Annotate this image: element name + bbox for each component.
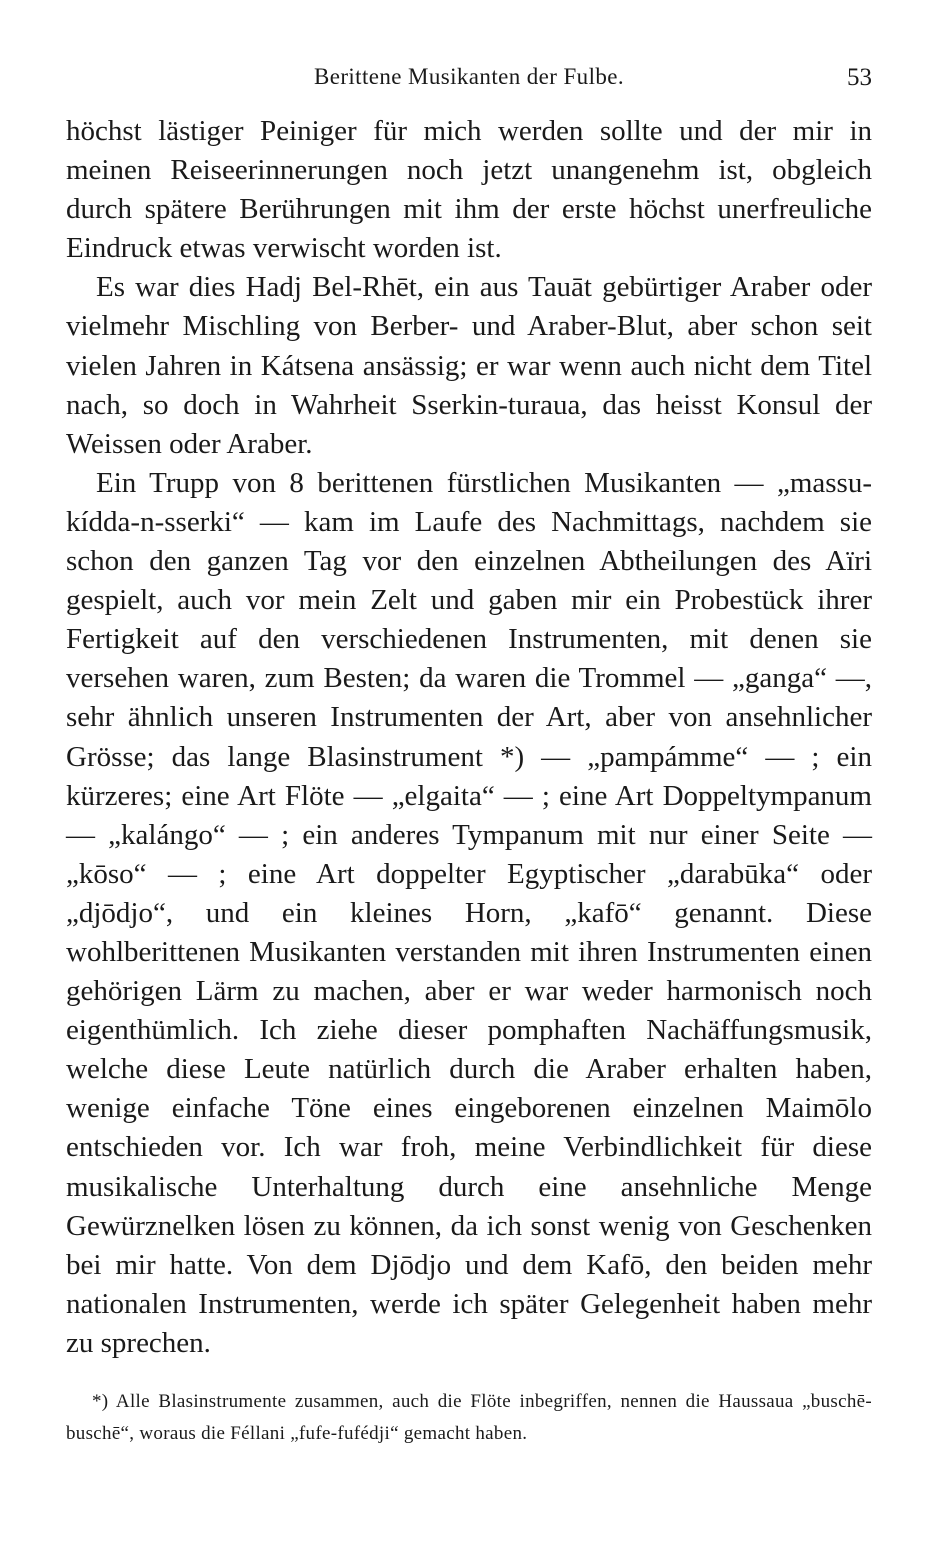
footnote: *) Alle Blasinstrumente zusammen, auch die Flöte inbegriffen, nennen die Haussaua „buschē-buschē“, woraus die Féllani „fufe-fufédji“ gemacht haben. (66, 1391, 872, 1444)
paragraph: Ein Trupp von 8 berittenen fürstlichen Musikanten — „massu-kídda-n-sserki“ — kam im Laufe des Nachmittags, nachdem sie schon den ganzen Tag vor den einzelnen Abtheilungen des Aïri gespielt, auch vor mein Zelt und gaben mir ein Probestück ihrer Fertigkeit auf den verschiedenen Instrumenten, mit denen sie versehen waren, zum Besten; da waren die Trommel — „ganga“ —, sehr ähnlich unseren Instrumenten der Art, aber von ansehnlicher Grösse; das lange Blasinstrument *) — „pampámme“ — ; ein kürzeres; eine Art Flöte — „elgaita“ — ; eine Art Doppeltympanum — „kalángo“ — ; ein anderes Tympanum mit nur einer Seite — „kōso“ — ; eine Art doppelter Egyptischer „darabūka“ oder „djōdjo“, und ein kleines Horn, „kafō“ genannt. Diese wohlberittenen Musikanten verstanden mit ihren Instrumenten einen gehörigen Lärm zu machen, aber er war weder harmonisch noch eigenthümlich. Ich ziehe dieser pomphaften Nachäffungsmusik, welche diese Leute natürlich durch die Araber erhalten haben, wenige einfache Töne eines eingeborenen einzelnen Maimōlo entschieden vor. Ich war froh, meine Verbindlichkeit für diese musikalische Unterhaltung durch eine ansehnliche Menge Gewürznelken lösen zu können, da ich sonst wenig von Geschenken bei mir hatte. Von dem Djōdjo und dem Kafō, den beiden mehr nationalen Instrumenten, werde ich später Gelegenheit haben mehr zu sprechen. (66, 466, 872, 1359)
running-header (66, 64, 872, 96)
paragraph: Es war dies Hadj Bel-Rhēt, ein aus Tauāt gebürtiger Araber oder vielmehr Mischling von Berber- und Araber-Blut, aber schon seit vielen Jahren in Kátsena ansässig; er war wenn auch nicht dem Titel nach, so doch in Wahrheit Sserkin-turaua, das heisst Konsul der Weissen oder Araber. (66, 271, 872, 460)
paragraph: höchst lästiger Peiniger für mich werden sollte und der mir in meinen Reiseerinnerungen noch jetzt unangenehm ist, obgleich durch spätere Berührungen mit ihm der erste höchst unerfreuliche Eindruck etwas verwischt worden ist. (66, 115, 872, 265)
page-number: 53 (847, 64, 872, 91)
main-text (66, 112, 872, 1363)
running-title: Berittene Musikanten der Fulbe. (313, 64, 625, 89)
